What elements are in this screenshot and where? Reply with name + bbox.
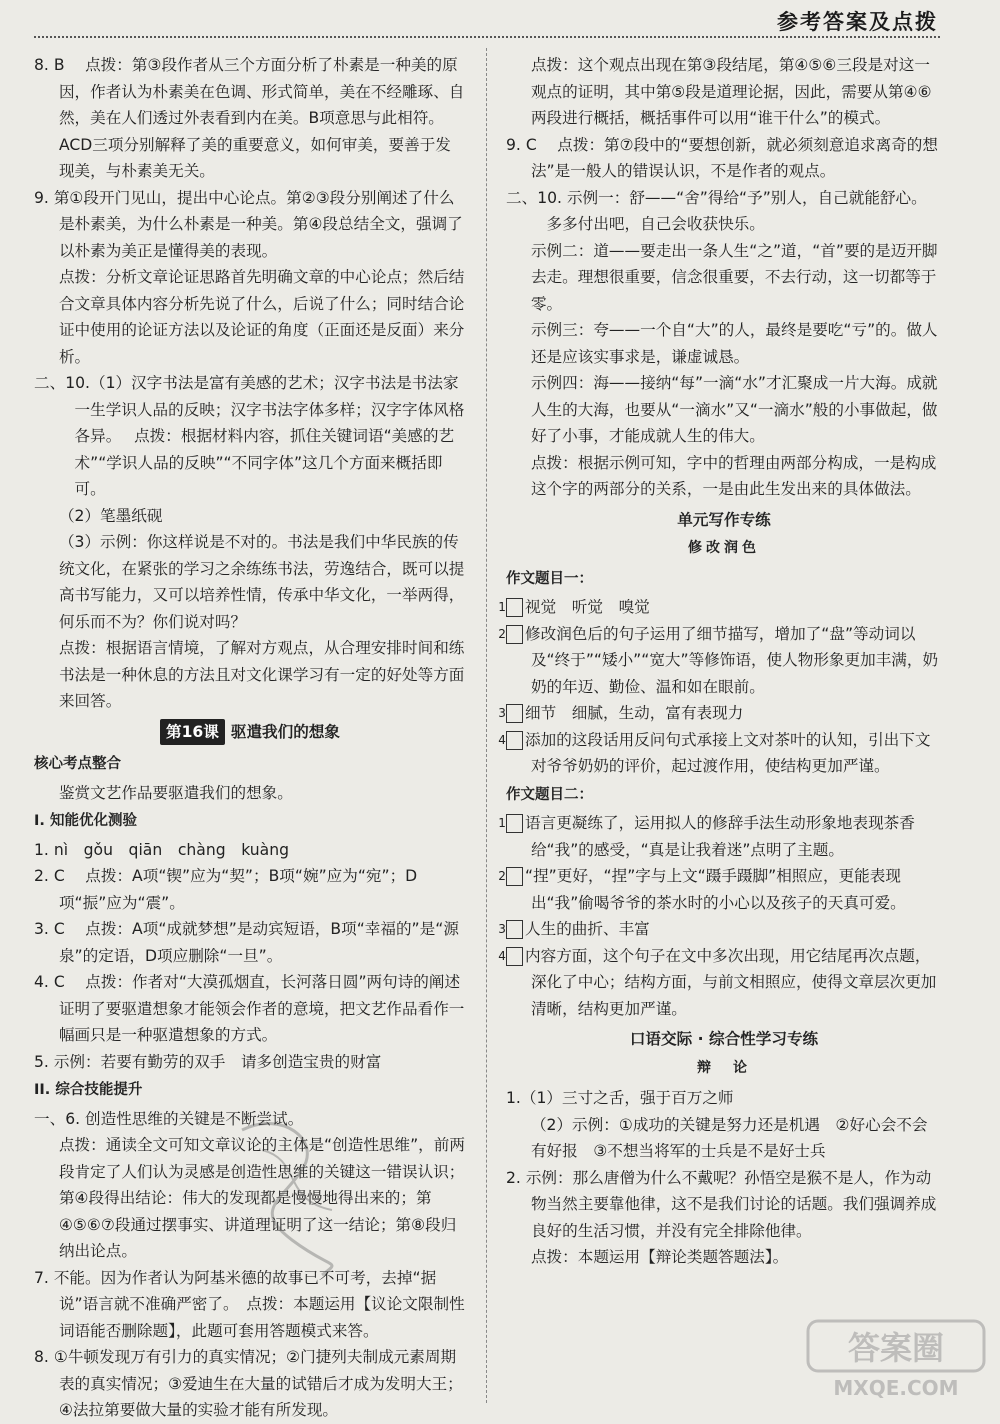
watermark-text-2: MXQE.COM [833,1376,959,1400]
answer-r10-3: 示例三：夸——一个自“大”的人，最终是要吃“亏”的。做人还是应该实事求是，谦虚诚恳。 [530,321,938,366]
num-box: 1 [506,598,523,617]
watermark-text-1: 答案圈 [847,1329,945,1367]
answer-s1-5: 5. 示例：若要有勤劳的双手 请多创造宝贵的财富 [34,1052,382,1071]
answer-s1-2: 2. C 点拨：A项“锲”应为“契”；B项“婉”应为“宛”；D项“振”应为“震”。 [34,867,418,912]
topic-1-item-2: 2 修改润色后的句子运用了细节描写，增加了“盘”等动词以及“终于”“矮小”“宽大”等修饰语，使人物形象更加丰满，奶奶的年迈、勤俭、温和如在眼前。 [498,624,939,696]
topic-1-heading: 作文题目一： [506,570,593,587]
topic-2-item-3: 3 人生的曲折、丰富 [498,920,650,938]
watermark-logo-icon [806,1319,986,1401]
topic-2-heading: 作文题目二： [506,786,593,803]
oral-subtitle: 辩 论 [697,1059,751,1076]
answer-s1-4: 4. C 点拨：作者对“大漠孤烟直，长河落日圆”两句诗的阐述证明了要驱遣想象才能领会作者的意境，把文艺作品看作一幅画只是一种驱遣想象的方式。 [34,973,465,1044]
oral-answer-2-tip: 点拨：本题运用【辩论类题答题法】。 [530,1248,789,1266]
topic-2-item-4: 4 内容方面，这个句子在文中多次出现，用它结尾再次点题，深化了中心；结构方面，与前文相照应，使得文章层次更加清晰，结构更加严谨。 [498,946,937,1018]
column-divider [486,48,487,1403]
answer-r10-4: 示例四：海——接纳“每”一滴“水”才汇聚成一片大海。成就人生的大海，也要从“一滴水”又“一滴水”般的小事做起，做好了小事，才能成就人生的伟大。 [530,374,938,445]
answer-8-tip-cont: 点拨：这个观点出现在第③段结尾，第④⑤⑥三段是对这一观点的证明，其中第⑤段是道理论据，因此，需要从第④⑥两段进行概括，概括事件可以用“谁干什么”的模式。 [530,56,932,127]
topic-2-item-1: 1 语言更凝练了，运用拟人的修辞手法生动形象地表现茶香给“我”的感受，“真是让我着迷”点明了主题。 [498,814,915,859]
writing-title: 单元写作专练 [677,510,771,529]
num-box: 3 [506,920,523,939]
num-box: 1 [506,814,523,833]
answer-s1-1: 1. nì gǒu qiān chàng kuàng [34,840,289,859]
answer-9: 9. 第①段开门见山，提出中心论点。第②③段分别阐述了什么是朴素美，为什么朴素是一种美。第④段总结全文，强调了以朴素为美正是懂得美的表现。 [34,188,463,260]
answer-r10-tip: 点拨：根据示例可知，字中的哲理由两部分构成，一是构成这个字的两部分的关系，一是由此生发出来的具体做法。 [530,453,937,498]
header-rule [34,36,940,38]
num-box: 2 [506,625,523,644]
oral-answer-1-1: 1.（1）三寸之舌，强于百万之师 [506,1089,734,1107]
answer-10-1: 二、10.（1）汉字书法是富有美感的艺术；汉字书法是书法家一生学识人品的反映；汉字书法字体多样；汉字字体风格各异。 点拨：根据材料内容，抓住关键词语“美感的艺术”“学识人品的反映”“不同字体”这几个方面来概括即可。 [34,374,465,498]
answer-10-2: （2）笔墨纸砚 [58,506,163,525]
num-box: 2 [506,867,523,886]
answer-r10-1: 二、10. 示例一：舒——“舍”得给“予”别人，自己就能舒心。多多付出吧，自己会收获快乐。 [506,188,927,233]
core-heading: 核心考点整合 [34,756,121,772]
oral-answer-1-2: （2）示例：①成功的关键是努力还是机遇 ②好心会不会有好报 ③不想当将军的士兵是不是好士兵 [530,1115,928,1160]
topic-1-item-4: 4 添加的这段话用反问句式承接上文对茶叶的认知，引出下文对爷爷奶奶的评价，起过渡作用，使结构更加严谨。 [498,730,931,775]
topic-1-item-3: 3 细节 细腻，生动，富有表现力 [498,704,744,722]
topic-1-item-1: 1 视觉 听觉 嗅觉 [498,598,650,616]
answer-9-tip: 点拨：分析文章论证思路首先明确文章的中心论点；然后结合文章具体内容分析先说了什么，后说了什么；同时结合论证中使用的论证方法以及论证的角度（正面还是反面）来分析。 [58,268,465,366]
answer-s2-6-tip: 点拨：通读全文可知文章议论的主体是“创造性思维”，前两段肯定了人们认为灵感是创造性思维的关键这一错误认识；第④段得出结论：伟大的发现都是慢慢地得出来的；第④⑤⑥⑦段通过摆事实、讲道理证明了这一结论；第⑧段归纳出论点。 [58,1136,465,1260]
topic-2-item-2: 2 “捏”更好，“捏”字与上文“蹑手蹑脚”相照应，更能表现出“我”偷喝爷爷的茶水时的小心以及孩子的天真可爱。 [498,867,906,912]
answer-10-3: （3）示例：你这样说是不对的。书法是我们中华民族的传统文化，在紧张的学习之余练练书法，劳逸结合，既可以提高书写能力，又可以培养性情，传承中华文化，一举两得，何乐而不为？你们说对吗？ [58,533,465,631]
answer-r9: 9. C 点拨：第⑦段中的“要想创新，就必须刻意追求离奇的想法”是一般人的错误认识，不是作者的观点。 [506,135,938,180]
num-box: 4 [506,947,523,966]
answer-s2-8: 8. ①牛顿发现万有引力的真实情况；②门捷列夫制成元素周期表的真实情况；③爱迪生在大量的试错后才成为发明大王；④法拉第要做大量的实验才能有所发现。 [34,1348,463,1419]
num-box: 4 [506,731,523,750]
answer-r10-2: 示例二：道——要走出一条人生“之”道，“首”要的是迈开脚去走。理想很重要，信念很重要，不去行动，这一切都等于零。 [530,241,938,313]
scribble-stamp-icon [222,1110,362,1280]
header-title: 参考答案及点拨 [777,9,938,34]
answer-s2-6: 一、6. 创造性思维的关键是不断尝试。 [34,1109,304,1128]
lesson-number: 第16课 [160,719,225,746]
core-text: 鉴赏文艺作品要驱遣我们的想象。 [58,783,293,802]
lesson-heading [34,719,466,746]
right-column [498,52,945,1409]
writing-subtitle: 修改润色 [688,540,760,556]
lesson-title: 驱遣我们的想象 [230,722,341,741]
page-header [0,0,1000,38]
num-box: 3 [506,704,523,723]
oral-title: 口语交际 · 综合性学习专练 [629,1030,819,1048]
answer-10-tip: 点拨：根据语言情境，了解对方观点，从合理安排时间和练书法是一种休息的方法且对文化课学习有一定的好处等方面来回答。 [58,639,465,710]
oral-answer-2: 2. 示例：那么唐僧为什么不戴呢？孙悟空是猴不是人，作为动物当然主要靠他律，这不是我们讨论的话题。我们强调养成良好的生活习惯，并没有完全排除他律。 [506,1168,937,1240]
answer-8: 8. B 点拨：第③段作者从三个方面分析了朴素是一种美的原因，作者认为朴素美在色调、形式简单，美在不经雕琢、自然，美在人们透过外表看到内在美。B项意思与此相符。ACD三项分别解释了美的重要意义，如何审美，要善于发现美，与朴素美无关。 [34,56,465,180]
answer-s1-3: 3. C 点拨：A项“成就梦想”是动宾短语，B项“幸福的”是“源泉”的定语，D项应删除“一旦”。 [34,920,459,965]
section-1-heading: I. 知能优化测验 [34,813,137,829]
section-2-heading: II. 综合技能提升 [34,1082,143,1098]
answer-s2-7: 7. 不能。因为作者认为阿基米德的故事已不可考，去掉“据说”语言就不准确严密了。 点拨：本题运用【议论文限制性词语能否删除题】，此题可套用答题模式来答。 [34,1268,465,1340]
